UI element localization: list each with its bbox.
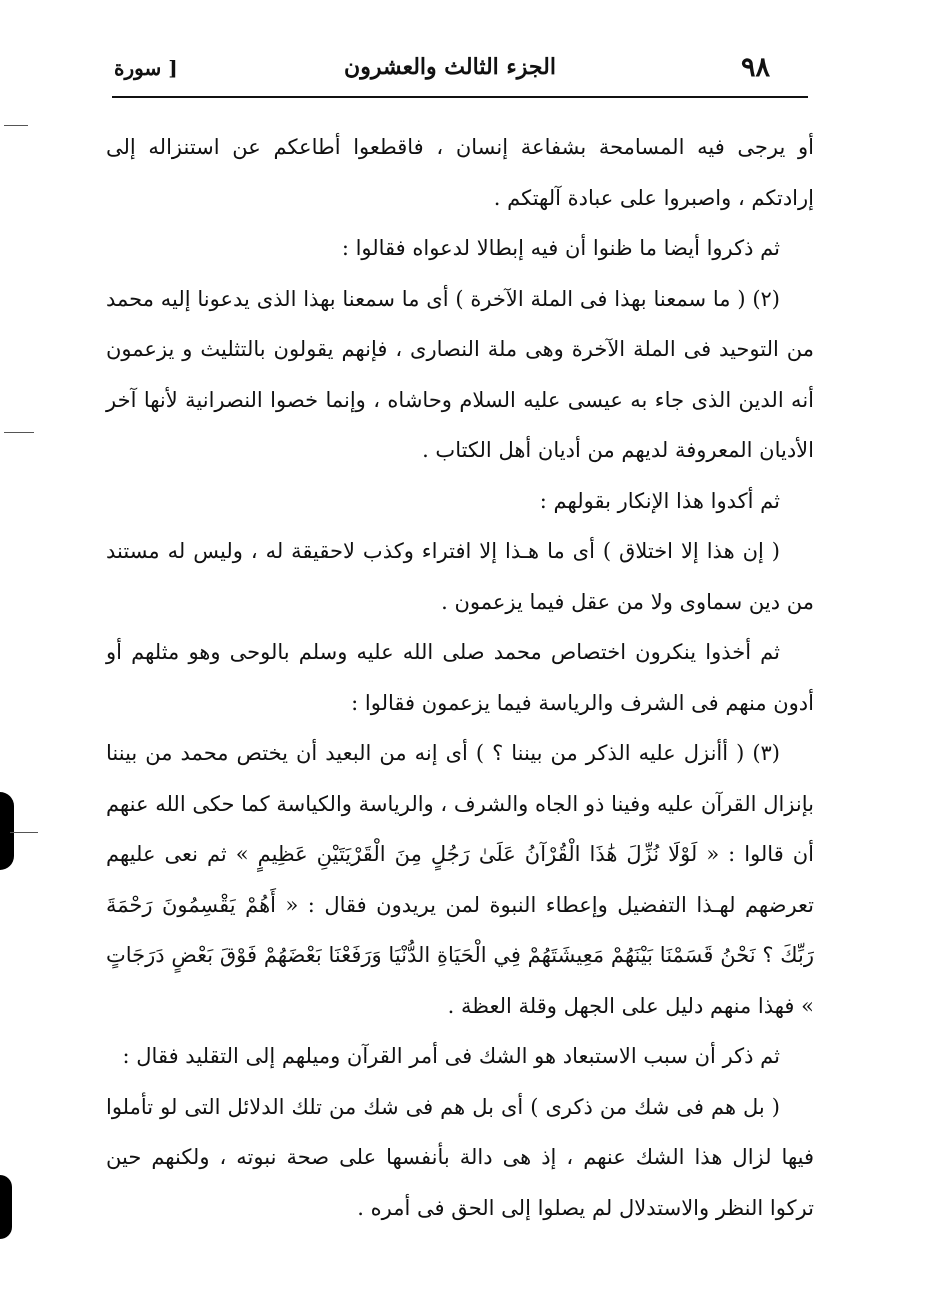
paragraph-5: ( إن هذا إلا اختلاق ) أى ما هـذا إلا افتراء وكذب لاحقيقة له ، وليس له مستند من دين سماوى ولا من عقل فيما يزعمون . (106, 539, 814, 614)
running-title: الجزء الثالث والعشرون (344, 54, 556, 80)
paragraph-3: (٢) ( ما سمعنا بهذا فى الملة الآخرة ) أى ما سمعنا بهذا الذى يدعونا إليه محمد من التوحيد فى الملة الآخرة وهى ملة النصارى ، فإنهم يقولون بالتثليث و يزعمون أنه الدين الذى جاء به عيسى عليه السلام وحاشاه ، وإنما خصوا النصرانية لأنها آخر الأديان المعروفة لديهم من أديان أهل الكتاب . (106, 286, 814, 462)
page-number: ٩٨ (740, 52, 770, 83)
paragraph-8: ثم ذكر أن سبب الاستبعاد هو الشك فى أمر القرآن وميلهم إلى التقليد فقال : (122, 1044, 780, 1068)
scan-scratch (4, 432, 34, 433)
paragraph-6: ثم أخذوا ينكرون اختصاص محمد صلى الله عليه وسلم بالوحى وهو مثلهم أو أدون منهم فى الشرف والرياسة فيما يزعمون فقالوا : (106, 640, 814, 715)
scan-edge-mark (0, 792, 14, 870)
body-text (106, 122, 814, 1233)
header-rule (112, 96, 808, 98)
paragraph-9: ( بل هم فى شك من ذكرى ) أى بل هم فى شك من تلك الدلائل التى لو تأملوا فيها لزال هذا الشك عنهم ، إذ هى دالة بأنفسها على صحة نبوته ، ولكنهم حين تركوا النظر والاستدلال لم يصلوا إلى الحق فى أمره . (106, 1094, 814, 1220)
scan-scratch (4, 125, 28, 126)
paragraph-1: أو يرجى فيه المسامحة بشفاعة إنسان ، فاقطعوا أطاعكم عن استنزاله إلى إرادتكم ، واصبروا على عبادة آلهتكم . (106, 135, 814, 210)
paragraph-7: (٣) ( أأنزل عليه الذكر من بيننا ؟ ) أى إنه من البعيد أن يختص محمد من بيننا بإنزال القرآن عليه وفينا ذو الجاه والشرف ، والرياسة والكياسة كما حكى الله عنهم أن قالوا : « لَوْلَا نُزِّلَ هَٰذَا الْقُرْآنُ عَلَىٰ رَجُلٍ مِنَ الْقَرْيَتَيْنِ عَظِيمٍ » ثم نعى عليهم تعرضهم لهـذا التفضيل وإعطاء النبوة لمن يريدون فقال : « أَهُمْ يَقْسِمُونَ رَحْمَةَ رَبِّكَ ؟ نَحْنُ قَسَمْنَا بَيْنَهُمْ مَعِيشَتَهُمْ فِي الْحَيَاةِ الدُّنْيَا وَرَفَعْنَا بَعْضَهُمْ فَوْقَ بَعْضٍ دَرَجَاتٍ » فهذا منهم دليل على الجهل وقلة العظة . (106, 741, 814, 1018)
surah-name: [ سورة (114, 56, 178, 80)
page-header (100, 48, 800, 92)
scan-edge-mark (0, 1175, 12, 1239)
paragraph-4: ثم أكدوا هذا الإنكار بقولهم : (539, 488, 780, 513)
scan-scratch (10, 832, 38, 833)
paragraph-2: ثم ذكروا أيضا ما ظنوا أن فيه إبطالا لدعواه فقالوا : (341, 236, 780, 260)
